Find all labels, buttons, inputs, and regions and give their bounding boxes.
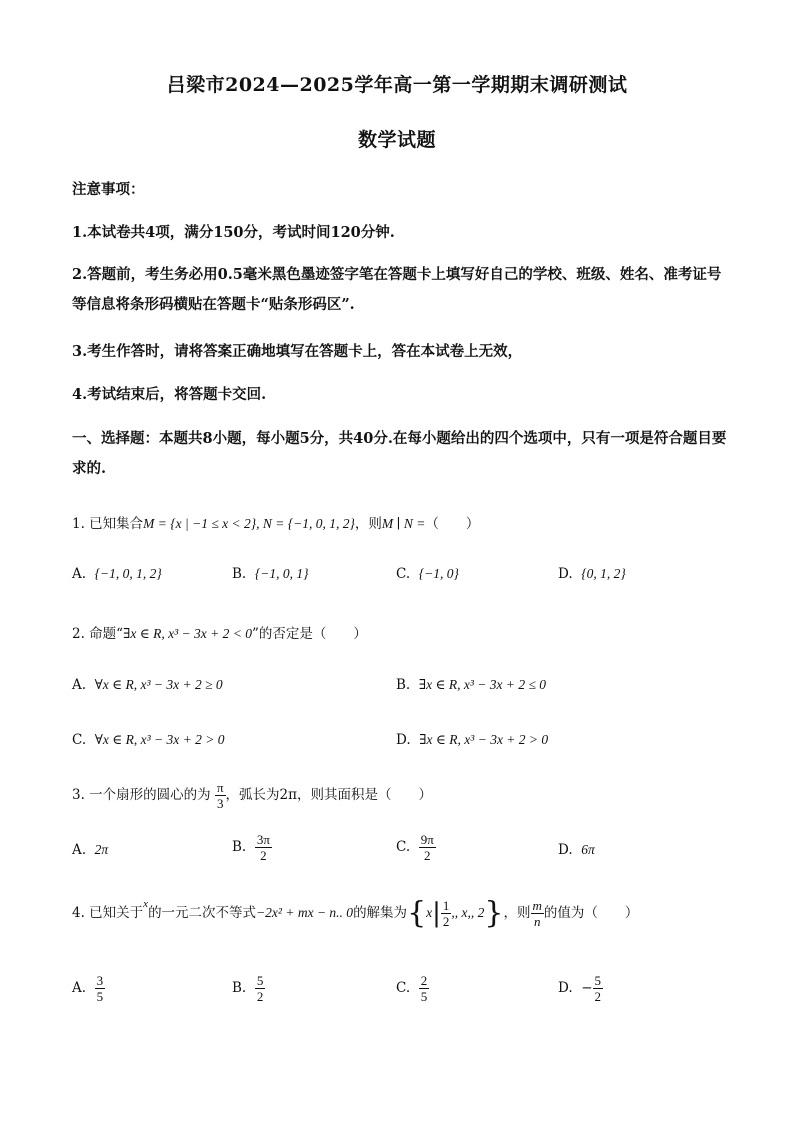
option-fraction <box>255 832 272 863</box>
option-label: B. <box>232 566 247 582</box>
q3-option-a[interactable] <box>72 842 108 858</box>
option-value: ∃x ∈ R, x³ − 3x + 2 > 0 <box>419 732 549 747</box>
q2-option-c[interactable] <box>72 732 224 748</box>
option-label: A. <box>72 566 87 582</box>
fraction-numerator: 3π <box>256 832 270 847</box>
option-label: C. <box>72 732 87 748</box>
q4-inequality: −2x² + mx − n.. 0 <box>256 905 354 920</box>
q2-option-d[interactable] <box>396 732 548 748</box>
option-label: D. <box>558 842 573 858</box>
option-label: A. <box>72 842 87 858</box>
option-value: 2π <box>94 842 109 857</box>
option-label: C. <box>396 839 411 855</box>
fraction-denominator: 2 <box>594 989 602 1004</box>
q4-mid3: ，则 <box>503 905 531 921</box>
option-label: D. <box>558 566 573 582</box>
q1-option-b[interactable] <box>232 566 308 582</box>
option-fraction <box>593 973 604 1004</box>
option-label: B. <box>232 839 247 855</box>
fraction-numerator: 2 <box>420 973 428 988</box>
exam-subtitle: 数学试题 <box>357 129 436 151</box>
q1-sets: M = {x | −1 ≤ x < 2}, N = {−1, 0, 1, 2} <box>143 516 355 531</box>
q4-set-var: x <box>426 905 433 920</box>
option-fraction <box>255 973 266 1004</box>
question-4 <box>72 895 732 931</box>
q4-option-b[interactable] <box>232 973 265 1004</box>
option-value: 6π <box>581 842 595 857</box>
q2-proposition: ∃x ∈ R, x³ − 3x + 2 < 0 <box>123 626 252 641</box>
fraction-denominator: 2 <box>442 914 450 929</box>
option-value: ∃x ∈ R, x³ − 3x + 2 ≤ 0 <box>418 677 547 692</box>
exam-title: 吕梁市2024—2025学年高一第一学期期末调研测试 <box>166 74 628 96</box>
q2-option-b[interactable] <box>396 677 546 693</box>
q1-option-d[interactable] <box>558 566 626 582</box>
option-fraction <box>419 832 436 863</box>
q4-set-fraction <box>441 898 452 929</box>
option-label: A. <box>72 980 87 996</box>
q3-prefix: 3. 一个扇形的圆心的为 <box>72 787 211 803</box>
question-2 <box>72 622 732 642</box>
option-value: ∀x ∈ R, x³ − 3x + 2 ≥ 0 <box>94 677 223 692</box>
q1-option-c[interactable] <box>396 566 459 582</box>
option-value: {−1, 0, 1} <box>254 566 309 581</box>
fraction-denominator: 3 <box>217 796 224 811</box>
q3-option-c[interactable] <box>396 832 436 863</box>
q4-mid: 的一元二次不等式 <box>148 905 257 921</box>
notice-item-4: 4.考试结束后，将答题卡交回. <box>72 386 267 403</box>
left-brace-icon: { <box>407 895 427 931</box>
q2-option-a[interactable] <box>72 677 223 693</box>
fraction-denominator: 2 <box>424 848 431 863</box>
fraction-numerator: 3 <box>96 973 104 988</box>
q4-option-c[interactable] <box>396 973 429 1004</box>
q3-option-d[interactable] <box>558 842 595 858</box>
fraction-numerator: π <box>216 780 224 795</box>
option-value: {0, 1, 2} <box>581 566 626 581</box>
q1-intersection: M ∣ N = <box>381 516 426 531</box>
section-1-heading: 一、选择题：本题共8小题，每小题5分，共40分.在每小题给出的四个选项中，只有一项是符合题目要求的. <box>72 430 727 477</box>
q4-option-a[interactable] <box>72 973 105 1004</box>
question-3 <box>72 780 732 811</box>
fraction-numerator: 9π <box>420 832 434 847</box>
fraction-numerator: 5 <box>594 973 602 988</box>
q4-prefix: 4. 已知关于 <box>72 905 144 921</box>
q1-option-a[interactable] <box>72 566 162 582</box>
question-1 <box>72 512 732 532</box>
q3-option-b[interactable] <box>232 832 272 863</box>
fraction-denominator: n <box>533 914 541 929</box>
q4-option-d[interactable] <box>558 973 603 1004</box>
option-label: B. <box>232 980 247 996</box>
q1-suffix: （ ） <box>425 516 480 532</box>
q3-angle-fraction <box>215 780 226 811</box>
notice-item-3: 3.考生作答时，请将答案正确地填写在答题卡上，答在本试卷上无效， <box>72 343 523 360</box>
q4-ratio-fraction <box>531 898 544 929</box>
option-fraction <box>95 973 106 1004</box>
notice-heading: 注意事项： <box>72 181 145 198</box>
q4-suffix: 的值为（ ） <box>543 905 639 921</box>
fraction-denominator: 2 <box>260 848 267 863</box>
q4-set-rest: ,, x,, 2 <box>451 905 485 920</box>
q2-prefix: 2. 命题“ <box>72 626 124 642</box>
fraction-numerator: 1 <box>442 898 450 913</box>
q4-variable: x <box>143 898 149 910</box>
option-label: B. <box>396 677 411 693</box>
option-label: D. <box>396 732 411 748</box>
option-label: A. <box>72 677 87 693</box>
set-divider-icon: | <box>432 898 441 929</box>
option-value: {−1, 0, 1, 2} <box>94 566 162 581</box>
option-fraction <box>419 973 430 1004</box>
q1-prefix: 1. 已知集合 <box>72 516 144 532</box>
fraction-denominator: 2 <box>256 989 264 1004</box>
notice-item-1: 1.本试卷共4项，满分150分，考试时间120分钟. <box>72 224 395 241</box>
option-value: ∀x ∈ R, x³ − 3x + 2 > 0 <box>94 732 225 747</box>
q3-mid: ，弧长为2π，则其面积是（ ） <box>225 787 433 803</box>
option-sign: − <box>581 980 593 996</box>
option-label: D. <box>558 980 573 996</box>
option-label: C. <box>396 980 411 996</box>
fraction-denominator: 5 <box>420 989 428 1004</box>
q4-mid2: 的解集为 <box>353 905 408 921</box>
fraction-denominator: 5 <box>96 989 104 1004</box>
fraction-numerator: m <box>532 898 542 913</box>
q2-suffix: ”的否定是（ ） <box>252 626 367 642</box>
option-value: {−1, 0} <box>418 566 459 581</box>
q1-mid: ，则 <box>354 516 382 532</box>
right-brace-icon: } <box>484 895 504 931</box>
fraction-numerator: 5 <box>256 973 264 988</box>
option-label: C. <box>396 566 411 582</box>
notice-item-2: 2.答题前，考生务必用0.5毫米黑色墨迹签字笔在答题卡上填写好自己的学校、班级、姓名、准考证号等信息将条形码横贴在答题卡“贴条形码区”. <box>72 266 722 313</box>
